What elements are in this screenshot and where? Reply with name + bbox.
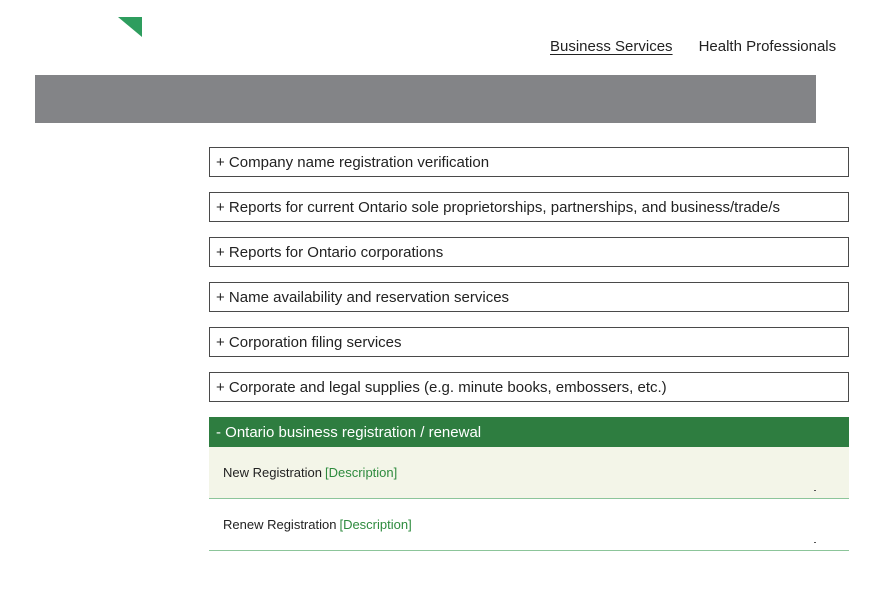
nav-business-services[interactable]: Business Services: [550, 38, 673, 55]
accordion-corporation-reports[interactable]: + Reports for Ontario corporations: [209, 237, 849, 267]
service-name: Renew Registration: [223, 517, 337, 532]
top-navigation: [550, 38, 862, 55]
service-row-renew-registration: [209, 499, 849, 551]
accordion-name-availability[interactable]: + Name availability and reservation services: [209, 282, 849, 312]
services-accordion: [209, 147, 849, 551]
service-row-new-registration: [209, 447, 849, 499]
nav-health-professionals[interactable]: Health Professionals: [698, 38, 837, 55]
description-link[interactable]: [Description]: [325, 465, 398, 480]
service-name: New Registration: [223, 465, 322, 480]
triangle-logo-icon[interactable]: [118, 17, 142, 37]
accordion-company-name-verification[interactable]: + Company name registration verification: [209, 147, 849, 177]
accordion-corporate-legal-supplies[interactable]: + Corporate and legal supplies (e.g. minute books, embossers, etc.): [209, 372, 849, 402]
header-banner: [35, 75, 816, 123]
accordion-corporation-filing[interactable]: + Corporation filing services: [209, 327, 849, 357]
accordion-panel-business-registration: [209, 447, 849, 551]
description-link[interactable]: [Description]: [339, 517, 412, 532]
accordion-sole-proprietorship-reports[interactable]: + Reports for current Ontario sole proprietorships, partnerships, and business/trade/s: [209, 192, 849, 222]
row-edge-mark: [814, 490, 816, 491]
accordion-business-registration-renewal[interactable]: - Ontario business registration / renewal: [209, 417, 849, 447]
row-edge-mark: [814, 542, 816, 543]
